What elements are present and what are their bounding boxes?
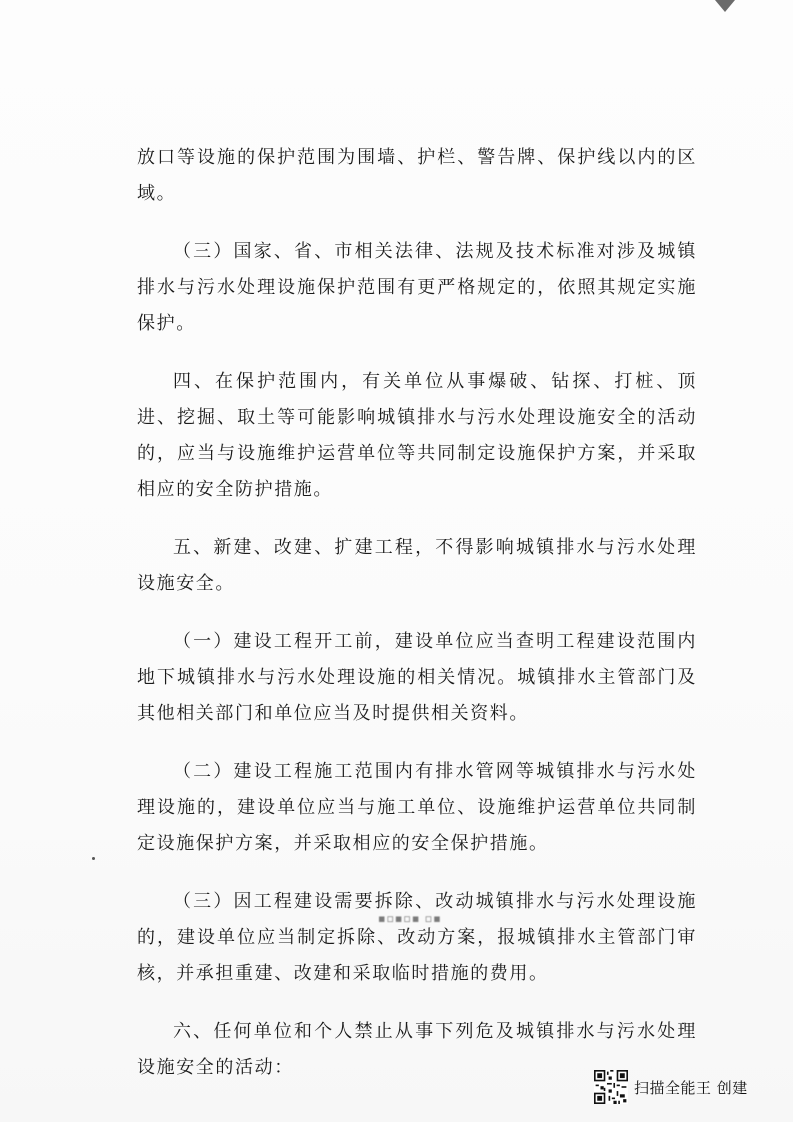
paragraph-section-5-item-3: （三）因工程建设需要拆除、改动城镇排水与污水处理设施的，建设单位应当制定拆除、改动方案，报城镇排水主管部门审核，并承担重建、改建和采取临时措施的费用。 [137, 891, 697, 984]
paragraph-section-5-item-1: （一）建设工程开工前，建设单位应当查明工程建设范围内地下城镇排水与污水处理设施的相关情况。城镇排水主管部门及其他相关部门和单位应当及时提供相关资料。 [137, 631, 697, 724]
paragraph-section-6: 六、任何单位和个人禁止从事下列危及城镇排水与污水处理设施安全的活动： [137, 1021, 697, 1078]
paragraph-section-4: 四、在保护范围内，有关单位从事爆破、钻探、打桩、顶进、挖掘、取土等可能影响城镇排水与污水处理设施安全的活动的，应当与设施维护运营单位等共同制定设施保护方案，并采取相应的安全防护措施。 [137, 371, 697, 500]
bleed-through-smudge: ▪▫▪▫▪ ▫▪ [378, 912, 442, 925]
paragraph-continuation: 放口等设施的保护范围为围墙、护栏、警告牌、保护线以内的区域。 [137, 147, 697, 204]
scanner-watermark [594, 1070, 748, 1104]
paragraph-item-3: （三）国家、省、市相关法律、法规及技术标准对涉及城镇排水与污水处理设施保护范围有更严格规定的，依照其规定实施保护。 [137, 241, 697, 334]
corner-fold-icon [715, 0, 735, 12]
paragraph-section-5-item-2: （二）建设工程施工范围内有排水管网等城镇排水与污水处理设施的，建设单位应当与施工单位、设施维护运营单位共同制定设施保护方案，并采取相应的安全保护措施。 [137, 761, 697, 854]
qr-code-icon [594, 1070, 628, 1104]
document-body [137, 140, 697, 1108]
paragraph-section-5: 五、新建、改建、扩建工程，不得影响城镇排水与污水处理设施安全。 [137, 537, 697, 594]
watermark-label: 扫描全能王 创建 [634, 1078, 748, 1097]
scan-speck [92, 857, 95, 860]
